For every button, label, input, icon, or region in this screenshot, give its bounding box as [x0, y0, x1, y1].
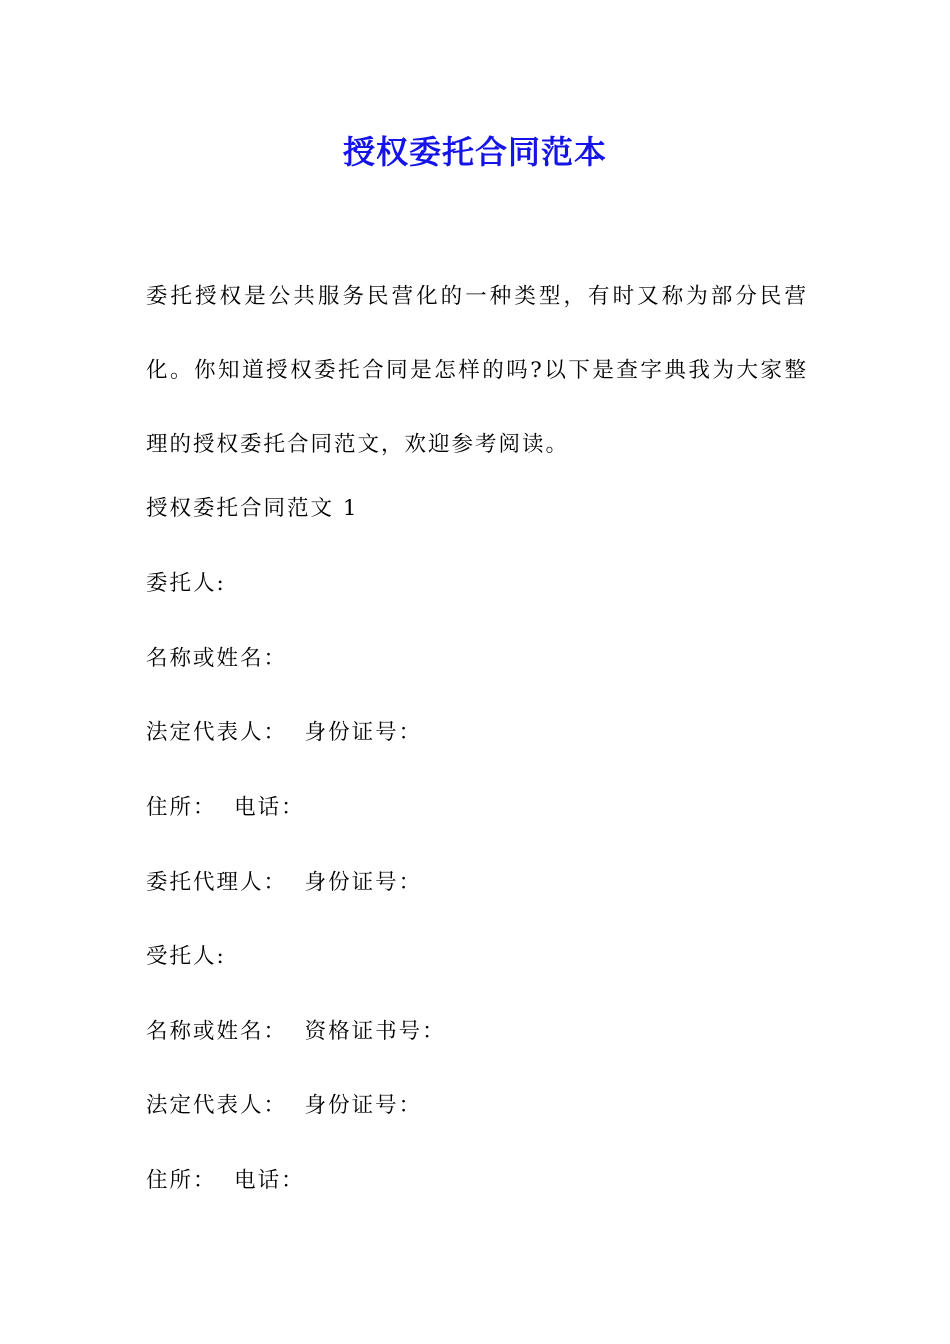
- section-heading: 授权委托合同范文 1: [146, 496, 359, 521]
- intro-paragraph: 委托授权是公共服务民营化的一种类型，有时又称为部分民营化。你知道授权委托合同是怎样的吗?以下是查字典我为大家整理的授权委托合同范文，欢迎参考阅读。: [146, 284, 808, 457]
- principal-address-line: 住所： 电话：: [146, 795, 305, 820]
- trustee-legal-rep-line: 法定代表人： 身份证号：: [146, 1093, 423, 1118]
- principal-legal-rep-line: 法定代表人： 身份证号：: [146, 720, 423, 745]
- principal-label: 委托人:: [146, 571, 226, 596]
- trustee-address-line: 住所： 电话：: [146, 1168, 305, 1193]
- trustee-name-line: 名称或姓名： 资格证书号：: [146, 1019, 446, 1044]
- principal-name-line: 名称或姓名：: [146, 646, 288, 671]
- principal-agent-line: 委托代理人： 身份证号：: [146, 870, 423, 895]
- trustee-label: 受托人:: [146, 944, 226, 969]
- document-title: 授权委托合同范本: [342, 133, 607, 171]
